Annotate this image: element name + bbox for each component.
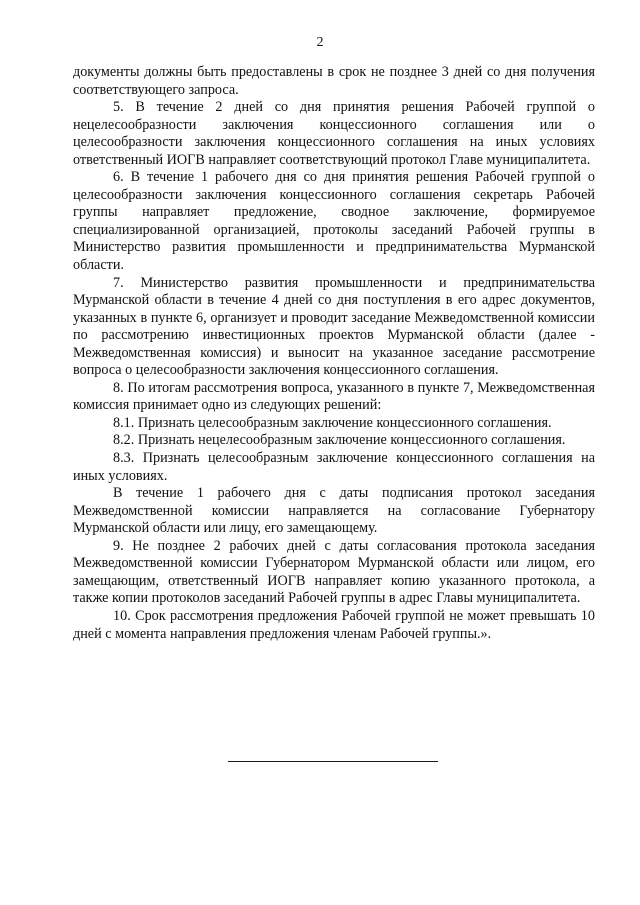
paragraph-item-8-3: 8.3. Признать целесообразным заключение концессионного соглашения на иных условиях.	[73, 450, 595, 484]
paragraph-protocol-approval: В течение 1 рабочего дня с даты подписания протокол заседания Межведомственной комиссии направляется на согласование Губернатору Мурманской области или лицу, его замещающему.	[73, 485, 595, 537]
paragraph-continuation: документы должны быть предоставлены в срок не позднее 3 дней со дня получения соответствующего запроса.	[73, 64, 595, 98]
paragraph-item-5: 5. В течение 2 дней со дня принятия решения Рабочей группой о нецелесообразности заключения концессионного соглашения или о целесообразности заключения концессионного соглашения на иных условиях ответственный ИОГВ направляет соответствующий протокол Главе муниципалитета.	[73, 99, 595, 168]
paragraph-item-8: 8. По итогам рассмотрения вопроса, указанного в пункте 7, Межведомственная комиссия принимает одно из следующих решений:	[73, 379, 595, 414]
document-body	[73, 64, 595, 643]
closing-separator-line	[228, 761, 438, 762]
paragraph-item-6: 6. В течение 1 рабочего дня со дня принятия решения Рабочей группой о целесообразности заключения концессионного соглашения секретарь Рабочей группы направляет предложение, сводное заключение, формируемое специализированной организацией, протоколы заседаний Рабочей группы в Министерство развития промышленности и предпринимательства Мурманской области.	[73, 169, 595, 274]
paragraph-item-7: 7. Министерство развития промышленности и предпринимательства Мурманской области в течение 4 дней со дня поступления в его адрес документов, указанных в пункте 6, организует и проводит заседание Межведомственной комиссии по рассмотрению инвестиционных проектов Мурманской области (далее - Межведомственная комиссия) и выносит на указанное заседание рассмотрение вопроса о целесообразности заключения концессионного соглашения.	[73, 274, 595, 379]
paragraph-item-8-2: 8.2. Признать нецелесообразным заключение концессионного соглашения.	[113, 432, 566, 449]
paragraph-item-9: 9. Не позднее 2 рабочих дней с даты согласования протокола заседания Межведомственной комиссии Губернатором Мурманской области или лицом, его замещающим, ответственный ИОГВ направляет копию указанного протокола, а также копии протоколов заседаний Рабочей группы в адрес Главы муниципалитета.	[73, 537, 595, 607]
page-number: 2	[316, 35, 324, 50]
paragraph-item-8-1: 8.1. Признать целесообразным заключение концессионного соглашения.	[113, 414, 552, 431]
paragraph-item-10: 10. Срок рассмотрения предложения Рабочей группой не может превышать 10 дней с момента направления предложения членам Рабочей группы.».	[73, 607, 595, 642]
